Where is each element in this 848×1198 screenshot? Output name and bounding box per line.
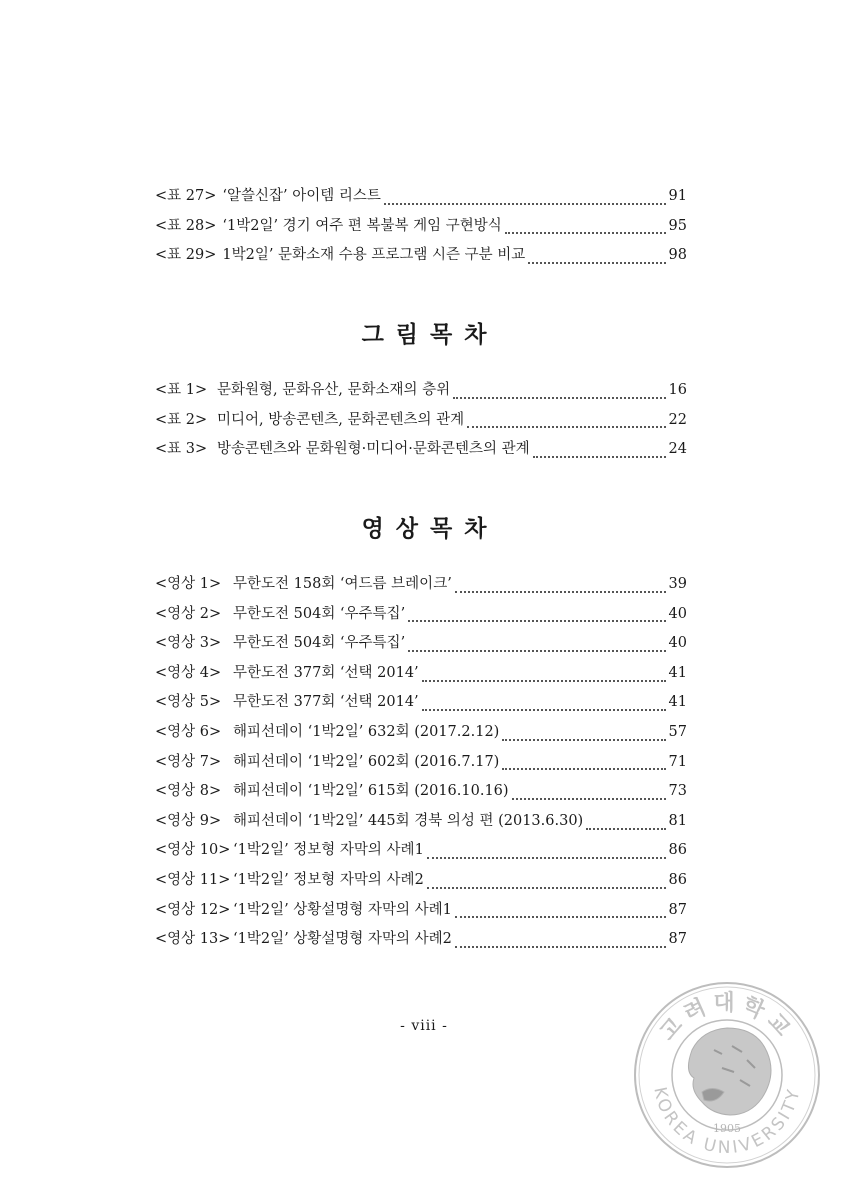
dot-leader	[422, 680, 666, 682]
entry-title: 무한도전 504회 ‘우주특집’	[233, 635, 406, 652]
dot-leader	[455, 916, 666, 918]
dot-leader	[427, 857, 666, 859]
toc-entry[interactable]	[155, 186, 687, 216]
entry-tag: <영상 4>	[155, 664, 222, 681]
entry-title: 해피선데이 ‘1박2일’ 632회 (2017.2.12)	[233, 723, 500, 740]
entry-page: 71	[668, 753, 687, 770]
entry-page: 39	[668, 576, 687, 592]
page-number: - viii -	[400, 1018, 448, 1034]
figure-list	[155, 380, 687, 469]
entry-title: ‘1박2일’ 상황설명형 자막의 사례2	[233, 931, 452, 948]
dot-leader	[384, 203, 666, 205]
entry-page: 87	[668, 931, 687, 948]
entry-tag: <영상 10>	[155, 842, 231, 859]
entry-page: 57	[668, 723, 687, 740]
entry-title: 무한도전 158회 ‘여드름 브레이크’	[233, 576, 452, 592]
dot-leader	[408, 650, 665, 652]
toc-entry[interactable]	[155, 722, 687, 752]
entry-page: 40	[668, 635, 687, 652]
entry-page: 98	[668, 247, 687, 264]
entry-tag: <영상 5>	[155, 694, 222, 711]
entry-title: 미디어, 방송콘텐츠, 문화콘텐츠의 관계	[217, 411, 465, 428]
dot-leader	[408, 620, 665, 622]
dot-leader	[455, 946, 666, 948]
dot-leader	[505, 232, 666, 234]
entry-tag: <영상 11>	[155, 871, 231, 888]
video-list	[155, 574, 687, 959]
toc-entry[interactable]	[155, 633, 687, 663]
dot-leader	[586, 828, 665, 830]
entry-title: 해피선데이 ‘1박2일’ 445회 경북 의성 편 (2013.6.30)	[233, 812, 584, 829]
dot-leader	[528, 262, 665, 264]
entry-page: 40	[668, 605, 687, 622]
dot-leader	[467, 426, 665, 428]
entry-title: 무한도전 377회 ‘선택 2014’	[233, 694, 419, 711]
entry-title: 1박2일’ 문화소재 수용 프로그램 시즌 구분 비교	[222, 247, 526, 264]
dot-leader	[453, 397, 665, 399]
dot-leader	[422, 709, 666, 711]
entry-title: 해피선데이 ‘1박2일’ 615회 (2016.10.16)	[233, 783, 509, 800]
dot-leader	[502, 739, 665, 741]
dot-leader	[512, 798, 666, 800]
entry-tag: <영상 13>	[155, 931, 231, 948]
entry-tag: <영상 1>	[155, 576, 222, 592]
entry-title: ‘1박2일’ 상황설명형 자막의 사례1	[233, 901, 452, 918]
entry-tag: <영상 9>	[155, 812, 222, 829]
entry-tag: <영상 8>	[155, 783, 222, 800]
seal-bottom-text: KOREA UNIVERSITY	[649, 1085, 805, 1159]
entry-page: 16	[668, 382, 687, 398]
toc-entry[interactable]	[155, 663, 687, 693]
toc-entry[interactable]	[155, 692, 687, 722]
university-seal-icon	[632, 980, 822, 1170]
entry-tag: <영상 7>	[155, 753, 222, 770]
entry-tag: <표 2>	[155, 411, 208, 428]
entry-title: 무한도전 377회 ‘선택 2014’	[233, 664, 419, 681]
toc-entry[interactable]	[155, 439, 687, 469]
toc-entry[interactable]	[155, 811, 687, 841]
videos-heading: 영상목차	[361, 516, 499, 542]
toc-entry[interactable]	[155, 781, 687, 811]
toc-entry[interactable]	[155, 900, 687, 930]
entry-page: 41	[668, 694, 687, 711]
entry-page: 86	[668, 871, 687, 888]
entry-page: 86	[668, 842, 687, 859]
toc-entry[interactable]	[155, 380, 687, 410]
entry-page: 22	[668, 411, 687, 428]
tiger-head-icon	[688, 1028, 771, 1115]
seal-top-text: 고려대학교	[655, 991, 799, 1046]
entry-page: 95	[668, 217, 687, 234]
toc-entry[interactable]	[155, 604, 687, 634]
entry-page: 87	[668, 901, 687, 918]
entry-tag: <표 1>	[155, 382, 208, 398]
entry-title: ‘1박2일’ 경기 여주 편 복불복 게임 구현방식	[222, 217, 502, 234]
entry-tag: <영상 12>	[155, 901, 231, 918]
entry-page: 41	[668, 664, 687, 681]
table-list	[155, 186, 687, 275]
entry-title: ‘알쓸신잡’ 아이템 리스트	[222, 188, 381, 204]
entry-title: 무한도전 504회 ‘우주특집’	[233, 605, 406, 622]
toc-entry[interactable]	[155, 574, 687, 604]
entry-tag: <영상 6>	[155, 723, 222, 740]
entry-title: ‘1박2일’ 정보형 자막의 사례2	[233, 871, 424, 888]
entry-tag: <표 3>	[155, 441, 208, 458]
toc-entry[interactable]	[155, 840, 687, 870]
toc-entry[interactable]	[155, 752, 687, 782]
entry-page: 73	[668, 783, 687, 800]
entry-page: 91	[668, 188, 687, 204]
toc-entry[interactable]	[155, 410, 687, 440]
entry-title: 문화원형, 문화유산, 문화소재의 층위	[217, 382, 451, 398]
entry-page: 24	[668, 441, 687, 458]
entry-title: 방송콘텐츠와 문화원형·미디어·문화콘텐츠의 관계	[217, 441, 530, 458]
toc-entry[interactable]	[155, 216, 687, 246]
entry-page: 81	[668, 812, 687, 829]
dot-leader	[427, 887, 666, 889]
dot-leader	[533, 456, 666, 458]
entry-tag: <표 28>	[155, 217, 217, 234]
entry-title: ‘1박2일’ 정보형 자막의 사례1	[233, 842, 424, 859]
entry-tag: <영상 3>	[155, 635, 222, 652]
toc-entry[interactable]	[155, 245, 687, 275]
entry-title: 해피선데이 ‘1박2일’ 602회 (2016.7.17)	[233, 753, 500, 770]
seal-year: 1905	[713, 1122, 741, 1135]
entry-tag: <표 27>	[155, 188, 217, 204]
entry-tag: <영상 2>	[155, 605, 222, 622]
toc-entry[interactable]	[155, 929, 687, 959]
toc-entry[interactable]	[155, 870, 687, 900]
entry-tag: <표 29>	[155, 247, 217, 264]
figures-heading: 그림목차	[361, 322, 499, 348]
dot-leader	[502, 768, 665, 770]
dot-leader	[455, 591, 666, 593]
